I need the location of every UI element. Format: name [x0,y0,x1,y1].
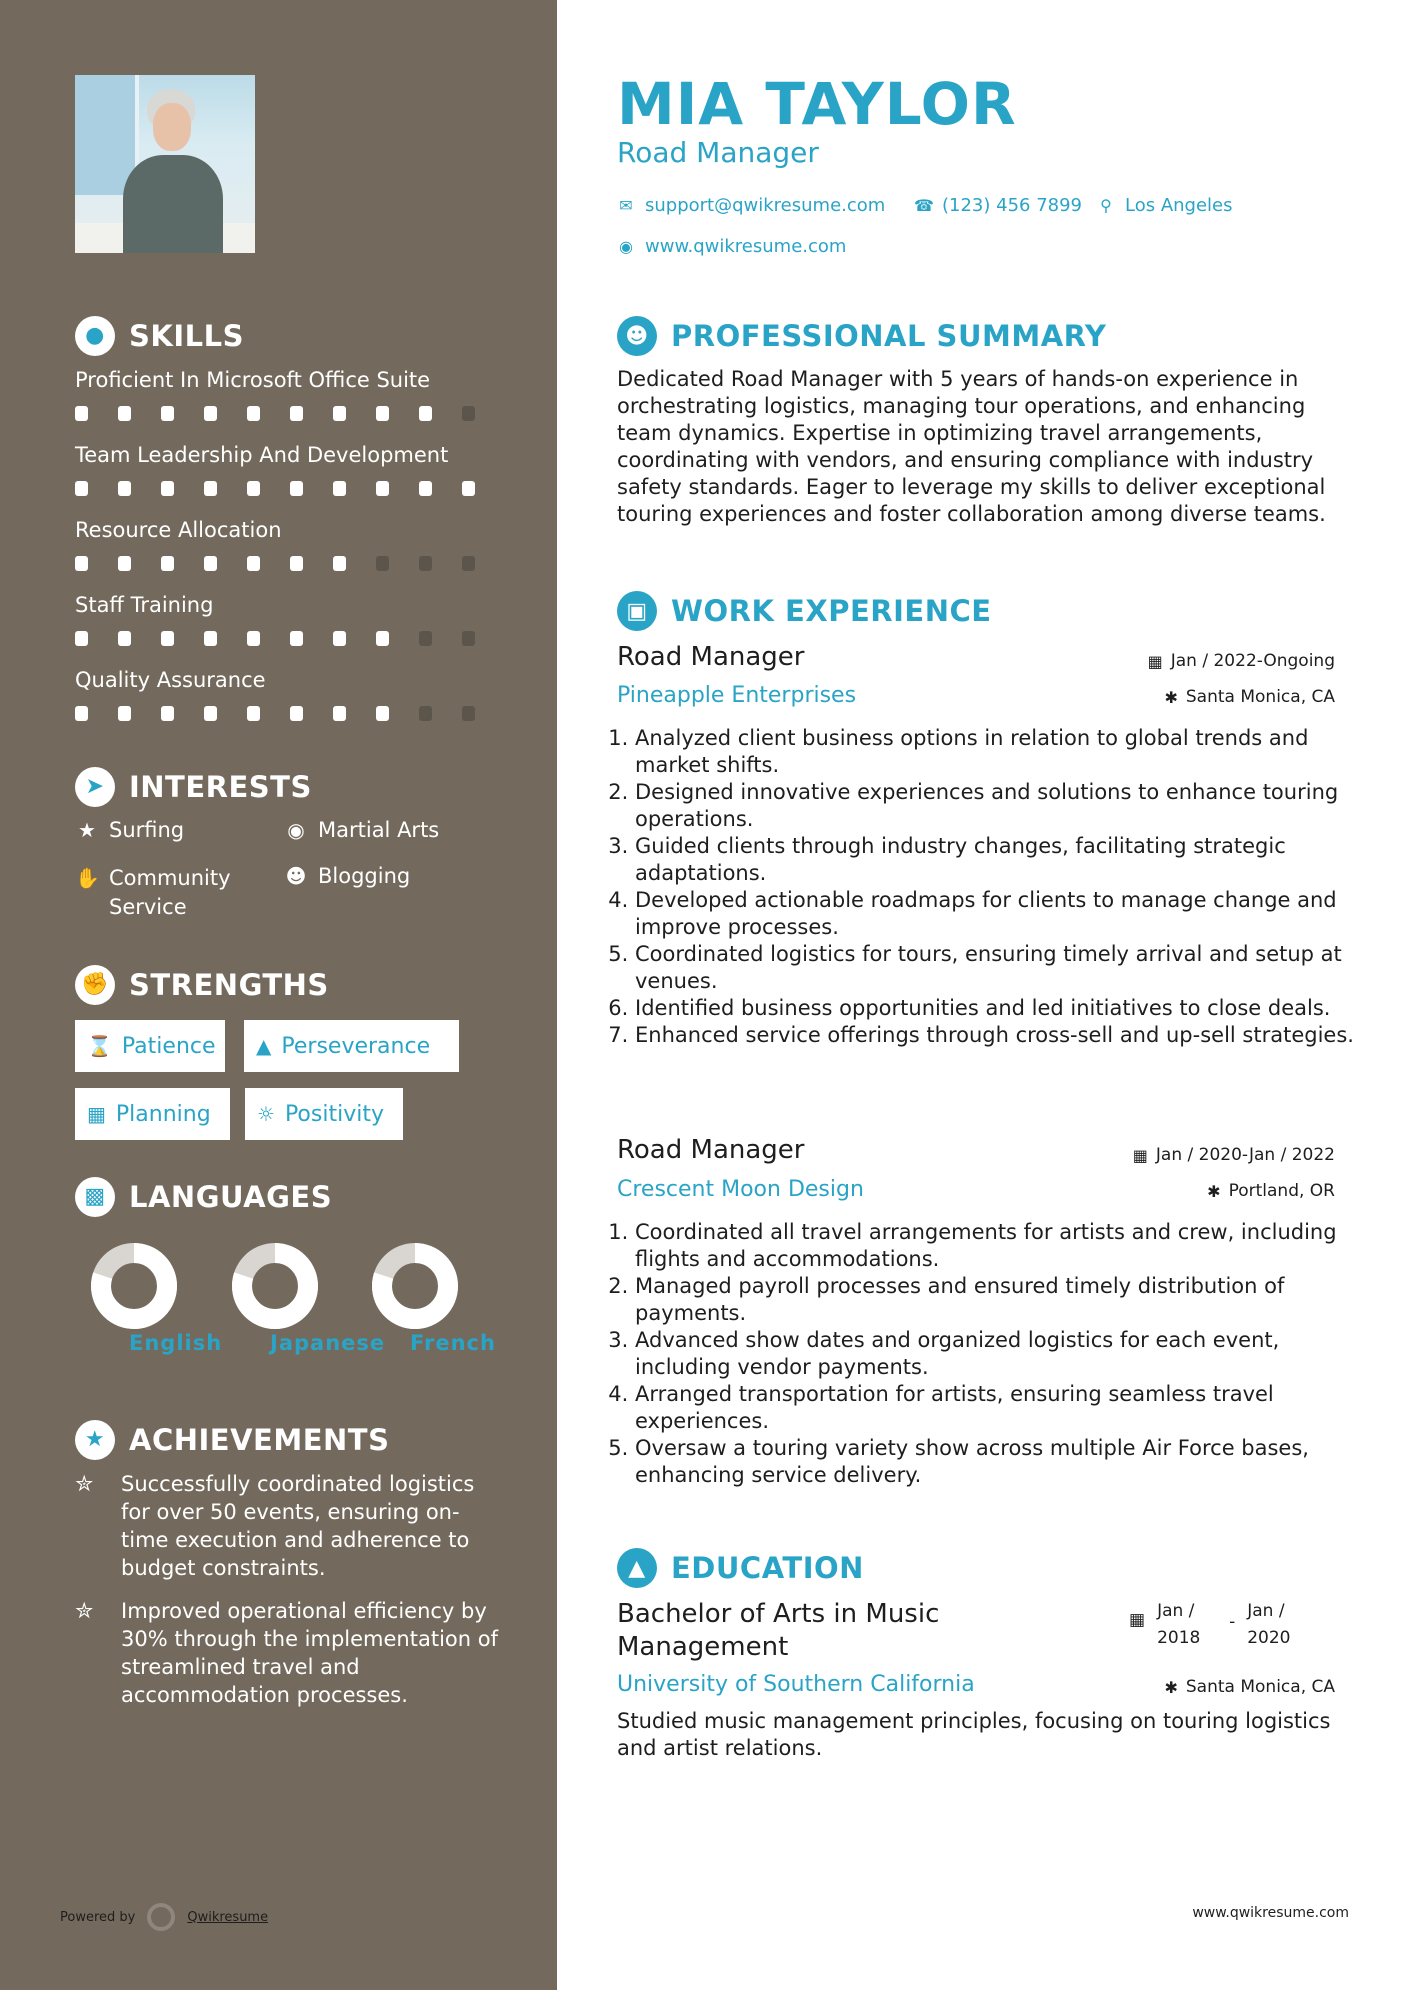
globe-icon: ◉ [619,237,633,256]
hand-icon: ✋ [75,866,100,890]
rating-dot-empty [419,631,432,646]
skill-item: Proficient In Microsoft Office Suite [75,368,505,421]
education-location: ✱ Santa Monica, CA [1164,1677,1335,1697]
contact-location: ⚲ Los Angeles [1097,195,1233,216]
rating-dot-filled [118,481,131,496]
list-item: 1. Analyzed client business options in relation to global trends and market shifts. [635,725,1375,779]
language-item: Japanese [210,1243,340,1329]
graduation-cap-icon: ▲ [617,1548,657,1588]
school-name: University of Southern California [617,1672,975,1697]
skill-rating [75,556,505,571]
rating-dot-filled [118,556,131,571]
list-item: 3. Guided clients through industry changes, facilitating strategic adaptations. [635,833,1375,887]
contact-phone[interactable]: ☎ (123) 456 7899 [914,195,1083,216]
skills-heading: ● SKILLS [75,316,244,356]
rating-dot-empty [462,706,475,721]
lightbulb-icon: ● [75,316,115,356]
sun-icon: ☼ [257,1102,275,1126]
job-company: Crescent Moon Design [617,1177,864,1202]
calendar-icon: ▦ [87,1102,106,1126]
rating-dot-filled [161,631,174,646]
job-dates: ▦ Jan / 2020-Jan / 2022 [1132,1145,1335,1165]
rating-dot-filled [247,706,260,721]
rating-dot-filled [118,706,131,721]
hourglass-icon: ⌛ [87,1034,112,1058]
star-badge-icon: ★ [75,1420,115,1460]
id-card-icon: ▩ [75,1177,115,1217]
language-ring [91,1243,177,1329]
skill-rating [75,481,505,496]
users-icon: ☻ [285,864,307,888]
sidebar [0,0,557,1990]
skill-item: Team Leadership And Development [75,443,505,496]
phone-icon: ☎ [914,196,934,215]
rating-dot-filled [462,481,475,496]
rating-dot-filled [290,481,303,496]
calendar-icon: ▦ [1132,1145,1148,1165]
list-item: 4. Arranged transportation for artists, ensuring seamless travel experiences. [635,1381,1375,1435]
interest-item: ✋ Community Service [75,864,255,922]
rating-dot-empty [419,706,432,721]
rating-dot-filled [75,631,88,646]
envelope-icon: ✉ [619,196,633,215]
summary-text: Dedicated Road Manager with 5 years of hands-on experience in orchestrating logistics, managing tour operations, and enhancing team dynamics. Expertise in optimizing travel arrangements, coordinating with vendors, and ensuring compliance with industry safety standards. Eager to leverage my skills to deliver exceptional touring experiences and foster collaboration among diverse teams. [617,367,1326,526]
job-company: Pineapple Enterprises [617,683,857,708]
contact-website[interactable]: ◉ www.qwikresume.com [617,236,846,257]
list-item: 5. Oversaw a touring variety show across multiple Air Force bases, enhancing service delivery. [635,1435,1375,1489]
strength-badge: ▲ Perseverance [244,1020,459,1072]
strength-badge: ⌛ Patience [75,1020,225,1072]
rating-dot-filled [376,481,389,496]
shooting-star-icon: ✮ [75,1472,94,1497]
education-description: Studied music management principles, focusing on touring logistics and artist relations. [617,1709,1331,1760]
interests-heading: ➤ INTERESTS [75,767,312,807]
powered-by: Powered by Qwikresume [60,1903,268,1931]
job-title: Road Manager [617,642,805,672]
list-item: 5. Coordinated logistics for tours, ensuring timely arrival and setup at venues. [635,941,1375,995]
calendar-icon: ▦ [1129,1610,1146,1630]
skill-item: Staff Training [75,593,505,646]
rating-dot-filled [419,481,432,496]
skill-rating [75,631,505,646]
rating-dot-filled [247,631,260,646]
interest-item: ◉ Martial Arts [284,818,439,842]
rating-dot-filled [161,556,174,571]
profile-photo [75,75,255,253]
list-item: 2. Managed payroll processes and ensured timely distribution of payments. [635,1273,1375,1327]
main-content [557,0,1407,1990]
rating-dot-filled [333,481,346,496]
rating-dot-filled [290,556,303,571]
calendar-icon: ▦ [1147,651,1163,671]
rating-dot-filled [376,706,389,721]
rating-dot-filled [290,406,303,421]
rating-dot-filled [204,706,217,721]
languages-heading: ▩ LANGUAGES [75,1177,332,1217]
rating-dot-filled [247,481,260,496]
rating-dot-filled [118,631,131,646]
rating-dot-filled [333,406,346,421]
list-item: 3. Advanced show dates and organized logistics for each event, including vendor payments. [635,1327,1375,1381]
star-icon: ★ [78,818,96,842]
list-item: 1. Coordinated all travel arrangements for artists and crew, including flights and accommodations. [635,1219,1375,1273]
user-icon: ☻ [617,316,657,356]
interest-item: ★ Surfing [75,818,184,842]
candidate-role: Road Manager [617,136,819,169]
rating-dot-filled [290,706,303,721]
rating-dot-filled [161,481,174,496]
paper-plane-icon: ➤ [75,767,115,807]
education-dates: ▦ Jan / 2018 - Jan / 2020 [1129,1598,1307,1652]
rating-dot-filled [204,481,217,496]
globe-icon: ◉ [287,818,305,842]
rating-dot-empty [376,556,389,571]
rating-dot-filled [161,706,174,721]
rating-dot-filled [161,406,174,421]
list-item: 2. Designed innovative experiences and solutions to enhance touring operations. [635,779,1375,833]
skill-rating [75,706,505,721]
brand-link[interactable]: Qwikresume [187,1909,269,1925]
list-item: 4. Developed actionable roadmaps for clients to manage change and improve processes. [635,887,1375,941]
job-dates: ▦ Jan / 2022-Ongoing [1147,651,1335,671]
rating-dot-filled [118,406,131,421]
shooting-star-icon: ✮ [75,1599,94,1624]
achievement-item: ✮ Successfully coordinated logistics for over 50 events, ensuring on-time execution and adherence to budget constraints. [75,1472,475,1580]
skill-item: Quality Assurance [75,668,505,721]
rating-dot-filled [290,631,303,646]
qwikresume-logo-icon [147,1903,175,1931]
candidate-name: MIA TAYLOR [617,70,1017,138]
rating-dot-filled [247,556,260,571]
list-item: 6. Identified business opportunities and led initiatives to close deals. [635,995,1375,1022]
rating-dot-filled [333,631,346,646]
job-responsibilities [617,1219,1375,1489]
rating-dot-filled [204,556,217,571]
rating-dot-filled [333,706,346,721]
interest-item: ☻ Blogging [285,864,411,888]
rating-dot-filled [419,406,432,421]
rating-dot-empty [462,556,475,571]
rating-dot-empty [462,406,475,421]
work-heading: ▣ WORK EXPERIENCE [617,591,992,631]
job-title: Road Manager [617,1135,805,1165]
job-responsibilities [617,725,1375,1049]
rating-dot-filled [376,406,389,421]
rating-dot-filled [75,706,88,721]
map-pin-icon: ⚲ [1100,196,1112,215]
rating-dot-filled [204,631,217,646]
degree-title: Bachelor of Arts in Music Management [617,1599,940,1662]
education-heading: ▲ EDUCATION [617,1548,864,1588]
chair-icon: ▣ [617,591,657,631]
job-location: ✱ Portland, OR [1207,1181,1335,1201]
strengths-heading: ✊ STRENGTHS [75,965,329,1005]
rating-dot-filled [333,556,346,571]
summary-heading: ☻ PROFESSIONAL SUMMARY [617,316,1106,356]
pushpin-icon: ✱ [1164,687,1178,707]
rating-dot-filled [247,406,260,421]
strength-badge: ☼ Positivity [245,1088,403,1140]
skill-item: Resource Allocation [75,518,505,571]
pushpin-icon: ✱ [1207,1181,1221,1201]
language-item: French [350,1243,480,1329]
achievements-heading: ★ ACHIEVEMENTS [75,1420,389,1460]
skill-rating [75,406,505,421]
rating-dot-filled [75,481,88,496]
rating-dot-filled [75,406,88,421]
contact-email[interactable]: ✉ support@qwikresume.com [617,195,885,216]
rating-dot-filled [376,631,389,646]
pushpin-icon: ✱ [1164,1677,1178,1697]
footer-website[interactable]: www.qwikresume.com [1192,1905,1349,1921]
climber-icon: ▲ [256,1034,272,1058]
achievement-item: ✮ Improved operational efficiency by 30% through the implementation of streamlined travel and accommodation processes. [75,1599,498,1707]
rating-dot-filled [204,406,217,421]
language-item: English [69,1243,199,1329]
list-item: 7. Enhanced service offerings through cross-sell and up-sell strategies. [635,1022,1375,1049]
language-ring [232,1243,318,1329]
rating-dot-filled [75,556,88,571]
language-ring [372,1243,458,1329]
rating-dot-empty [419,556,432,571]
job-location: ✱ Santa Monica, CA [1164,687,1335,707]
rating-dot-empty [462,631,475,646]
fist-icon: ✊ [75,965,115,1005]
strength-badge: ▦ Planning [75,1088,230,1140]
